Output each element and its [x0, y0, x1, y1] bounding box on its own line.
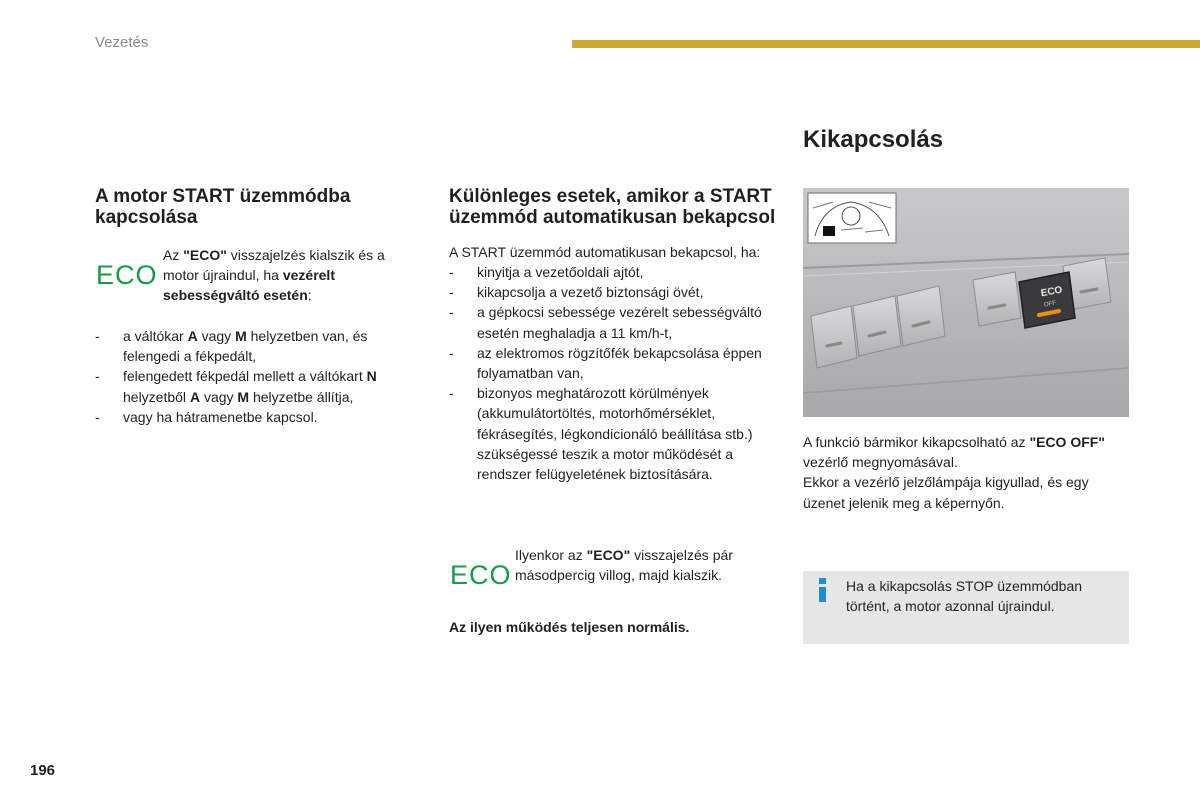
text-run: kinyitja a vezetőoldali ajtót, — [477, 264, 644, 280]
eco-indicator-icon — [450, 560, 512, 590]
list-item — [449, 383, 779, 484]
text-run-bold: M — [235, 328, 247, 344]
list-dash: - — [449, 385, 454, 402]
page-number: 196 — [30, 762, 56, 779]
normal-operation-note: Az ilyen működés teljesen normális. — [449, 619, 690, 635]
dashboard-location-thumbnail — [808, 193, 896, 243]
text-run: az elektromos rögzítőfék bekapcsolása éppen folyamatban van, — [477, 344, 762, 382]
list-dash: - — [449, 344, 454, 361]
text-run-bold: A — [187, 328, 198, 344]
special-cases-list — [449, 262, 779, 484]
text-run: visszajelzés kialszik és a motor újraindul, ha — [163, 247, 385, 284]
list-item — [95, 326, 425, 366]
section-title-deactivation: Kikapcsolás — [803, 126, 944, 153]
list-item — [449, 262, 779, 282]
info-icon — [816, 578, 830, 607]
text-run: kikapcsolja a vezető biztonsági övét, — [477, 284, 704, 301]
eco-off-button-photo — [803, 188, 1129, 417]
section-title-special-cases: Különleges esetek, amikor a START üzemmód automatikusan bekapcsol — [449, 186, 776, 228]
eco-indicator-label: ECO — [450, 560, 512, 590]
text-run: vagy — [200, 388, 238, 405]
eco-off-button — [1019, 272, 1075, 328]
eco-indicator-icon — [96, 260, 158, 290]
deactivation-description — [803, 432, 1133, 513]
list-item — [95, 407, 425, 427]
text-run: A funkció bármikor kikapcsolható az — [803, 434, 1030, 450]
text-run: vagy — [197, 328, 236, 344]
text-run-bold: vezérelt sebességváltó esetén — [163, 267, 335, 304]
text-run: visszajelzés pár másodpercig villog, majd kialszik. — [515, 547, 733, 584]
dashboard-switch-panel — [803, 188, 1129, 417]
list-item — [449, 343, 779, 383]
list-dash: - — [95, 408, 100, 425]
text-run: Ilyenkor az — [515, 547, 587, 563]
list-item — [95, 366, 425, 406]
eco-blink-message — [515, 545, 785, 585]
text-run: bizonyos meghatározott körülmények (akkumulátortöltés, motorhőmérséklet, fékrásegítés, légkondicionáló beállítása stb.) szükségessé teszik a motor működését a rendszer felügyeletének biztosítására. — [477, 385, 753, 483]
eco-off-button-label-bottom: OFF — [1043, 300, 1057, 309]
section-title-start-mode: A motor START üzemmódba kapcsolása — [95, 186, 351, 228]
text-run-bold: "ECO OFF" — [1029, 434, 1105, 450]
header-accent-bar — [572, 40, 1200, 48]
list-item — [449, 302, 779, 342]
eco-off-button-label-top: ECO — [1039, 284, 1064, 300]
text-run-bold: "ECO" — [183, 247, 227, 263]
text-run: felengedett fékpedál mellett a váltókart — [123, 368, 367, 385]
text-run: vezérlő megnyomásával. — [803, 454, 958, 471]
text-run: : — [307, 287, 312, 304]
text-run: helyzetből — [123, 388, 190, 405]
text-run: a gépkocsi sebessége vezérelt sebességváltó esetén meghaladja a 11 km/h-t, — [477, 304, 762, 341]
list-dash: - — [449, 264, 454, 280]
text-run-bold: "ECO" — [586, 547, 631, 563]
special-cases-intro: A START üzemmód automatikusan bekapcsol, ha: — [449, 244, 761, 260]
chapter-title: Vezetés — [95, 34, 149, 51]
list-dash: - — [95, 368, 100, 385]
text-run-bold: N — [366, 368, 377, 385]
text-run: helyzetben van, és felengedi a fékpedált, — [123, 328, 368, 365]
eco-indicator-label: ECO — [96, 260, 158, 290]
text-run: Az — [163, 247, 184, 263]
list-dash: - — [449, 284, 454, 301]
start-conditions-list — [95, 326, 425, 427]
text-run: helyzetbe állítja, — [249, 388, 354, 405]
text-run-bold: M — [237, 388, 250, 405]
list-dash: - — [449, 304, 454, 321]
text-run: vagy ha hátramenetbe kapcsol. — [123, 408, 318, 425]
text-run: a váltókar — [123, 328, 188, 344]
eco-message — [163, 245, 423, 306]
info-note-text: Ha a kikapcsolás STOP üzemmódban történt, a motor azonnal újraindul. — [846, 578, 1083, 615]
text-run-bold: A — [189, 388, 201, 405]
text-run: Ekkor a vezérlő jelzőlámpája kigyullad, és egy üzenet jelenik meg a képernyőn. — [803, 474, 1089, 511]
list-item — [449, 282, 779, 302]
list-dash: - — [95, 328, 100, 344]
